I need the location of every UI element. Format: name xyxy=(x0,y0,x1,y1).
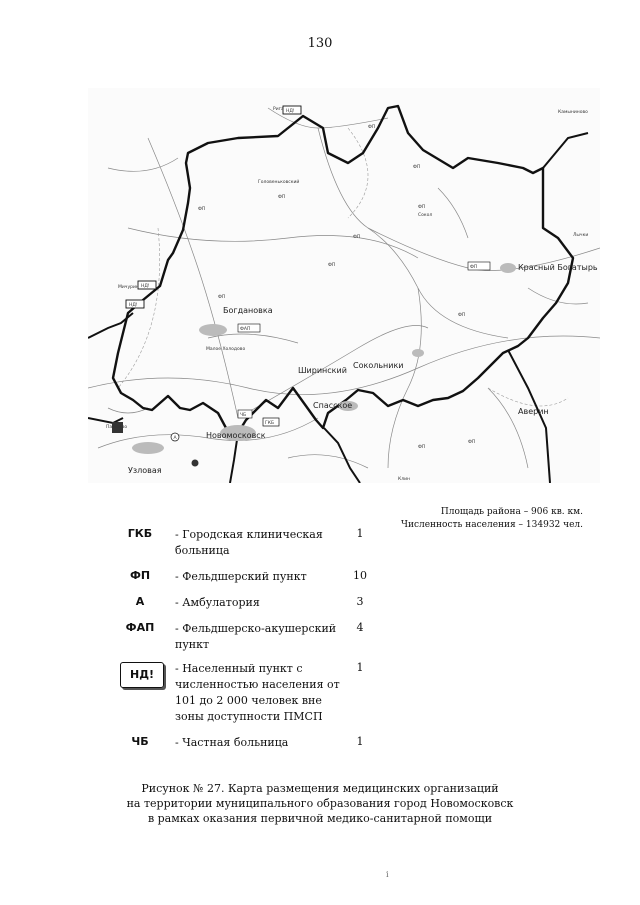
footer-mark: i xyxy=(386,870,389,879)
population-text: Численность населения – 134932 чел. xyxy=(401,520,583,530)
label-kamyninovo: Камыниново xyxy=(558,110,588,115)
legend-desc: - Фельдшерский пункт xyxy=(175,570,307,583)
label-lychki: Лычки xyxy=(573,233,589,238)
label-golovenkovsky: Головеньковский xyxy=(258,180,300,185)
svg-text:ФП: ФП xyxy=(353,235,361,240)
svg-text:ФП: ФП xyxy=(218,295,226,300)
legend-abbr-nd-box: НД! xyxy=(120,662,164,688)
svg-text:ФП: ФП xyxy=(198,207,206,212)
legend-count: 1 xyxy=(356,527,364,540)
svg-text:НД!: НД! xyxy=(129,303,138,308)
svg-text:ФАП: ФАП xyxy=(240,327,251,332)
label-pashkovo: Пашково xyxy=(106,425,128,430)
legend-abbr: ГКБ xyxy=(127,527,153,540)
label-krasny-bogatyr: Красный Богатырь xyxy=(518,263,598,272)
legend-abbr: А xyxy=(135,595,145,608)
caption-line-2: на территории муниципального образования город Новомосковск xyxy=(126,797,514,810)
label-uzlovaya: Узловая xyxy=(128,466,162,475)
place-labels xyxy=(106,106,598,482)
svg-text:А: А xyxy=(173,436,177,441)
label-shirinsky: Ширинский xyxy=(298,366,347,375)
legend-desc: - Амбулатория xyxy=(175,596,260,609)
label-sokol: Сокол xyxy=(418,213,433,218)
label-novomoskovsk: Новомосковск xyxy=(206,431,266,440)
legend-count: 4 xyxy=(356,621,364,634)
legend-count: 3 xyxy=(356,595,364,608)
label-averin: Аверин xyxy=(518,407,549,416)
label-bogdanovka: Богдановка xyxy=(223,306,273,315)
svg-text:НД!: НД! xyxy=(141,284,150,289)
svg-text:ФП: ФП xyxy=(368,125,376,130)
svg-text:ЧБ: ЧБ xyxy=(240,413,247,418)
area-text: Площадь района – 906 кв. км. xyxy=(440,507,583,517)
district-stats xyxy=(401,506,583,532)
legend-abbr: ЧБ xyxy=(131,735,149,748)
legend-count: 1 xyxy=(356,661,364,674)
legend-desc: - Фельдшерско-акушерский пункт xyxy=(175,622,337,651)
svg-text:ФП: ФП xyxy=(418,445,426,450)
legend-abbr: ФАП xyxy=(125,621,155,634)
svg-text:ФП: ФП xyxy=(278,195,286,200)
page-number: 130 xyxy=(307,36,333,51)
label-michurin: Мичурин xyxy=(118,285,139,290)
svg-text:ФП: ФП xyxy=(328,263,336,268)
svg-text:ФП: ФП xyxy=(458,313,466,318)
svg-text:ФП: ФП xyxy=(470,265,478,270)
svg-text:ФП: ФП xyxy=(418,205,426,210)
caption-line-3: в рамках оказания первичной медико-санитарной помощи xyxy=(147,812,493,825)
legend-count: 10 xyxy=(353,569,367,582)
legend-desc: - Городская клиническая больница xyxy=(175,528,323,557)
legend-desc: - Населенный пункт с численностью населения от 101 до 2 000 человек вне зоны доступности ПМСП xyxy=(175,662,340,723)
label-maloe-holodovo: Малое Холодово xyxy=(206,347,246,352)
svg-text:НД!: НД! xyxy=(286,109,295,114)
label-sokolniki: Сокольники xyxy=(353,361,404,370)
legend-count: 1 xyxy=(356,735,364,748)
district-map[interactable] xyxy=(88,88,600,483)
figure-caption xyxy=(0,781,640,826)
label-riga: Рига xyxy=(273,107,284,112)
svg-text:ФП: ФП xyxy=(413,165,421,170)
label-klin: Клин xyxy=(398,477,410,482)
map-markers xyxy=(112,106,490,467)
neighbour-borders xyxy=(88,133,588,483)
svg-text:ГКБ: ГКБ xyxy=(265,421,275,426)
svg-text:ФП: ФП xyxy=(468,440,476,445)
label-spasskoe: Спасское xyxy=(313,401,353,410)
legend-desc: - Частная больница xyxy=(175,736,289,749)
caption-line-1: Рисунок № 27. Карта размещения медицинских организаций xyxy=(141,782,499,795)
legend-abbr: ФП xyxy=(129,569,151,582)
